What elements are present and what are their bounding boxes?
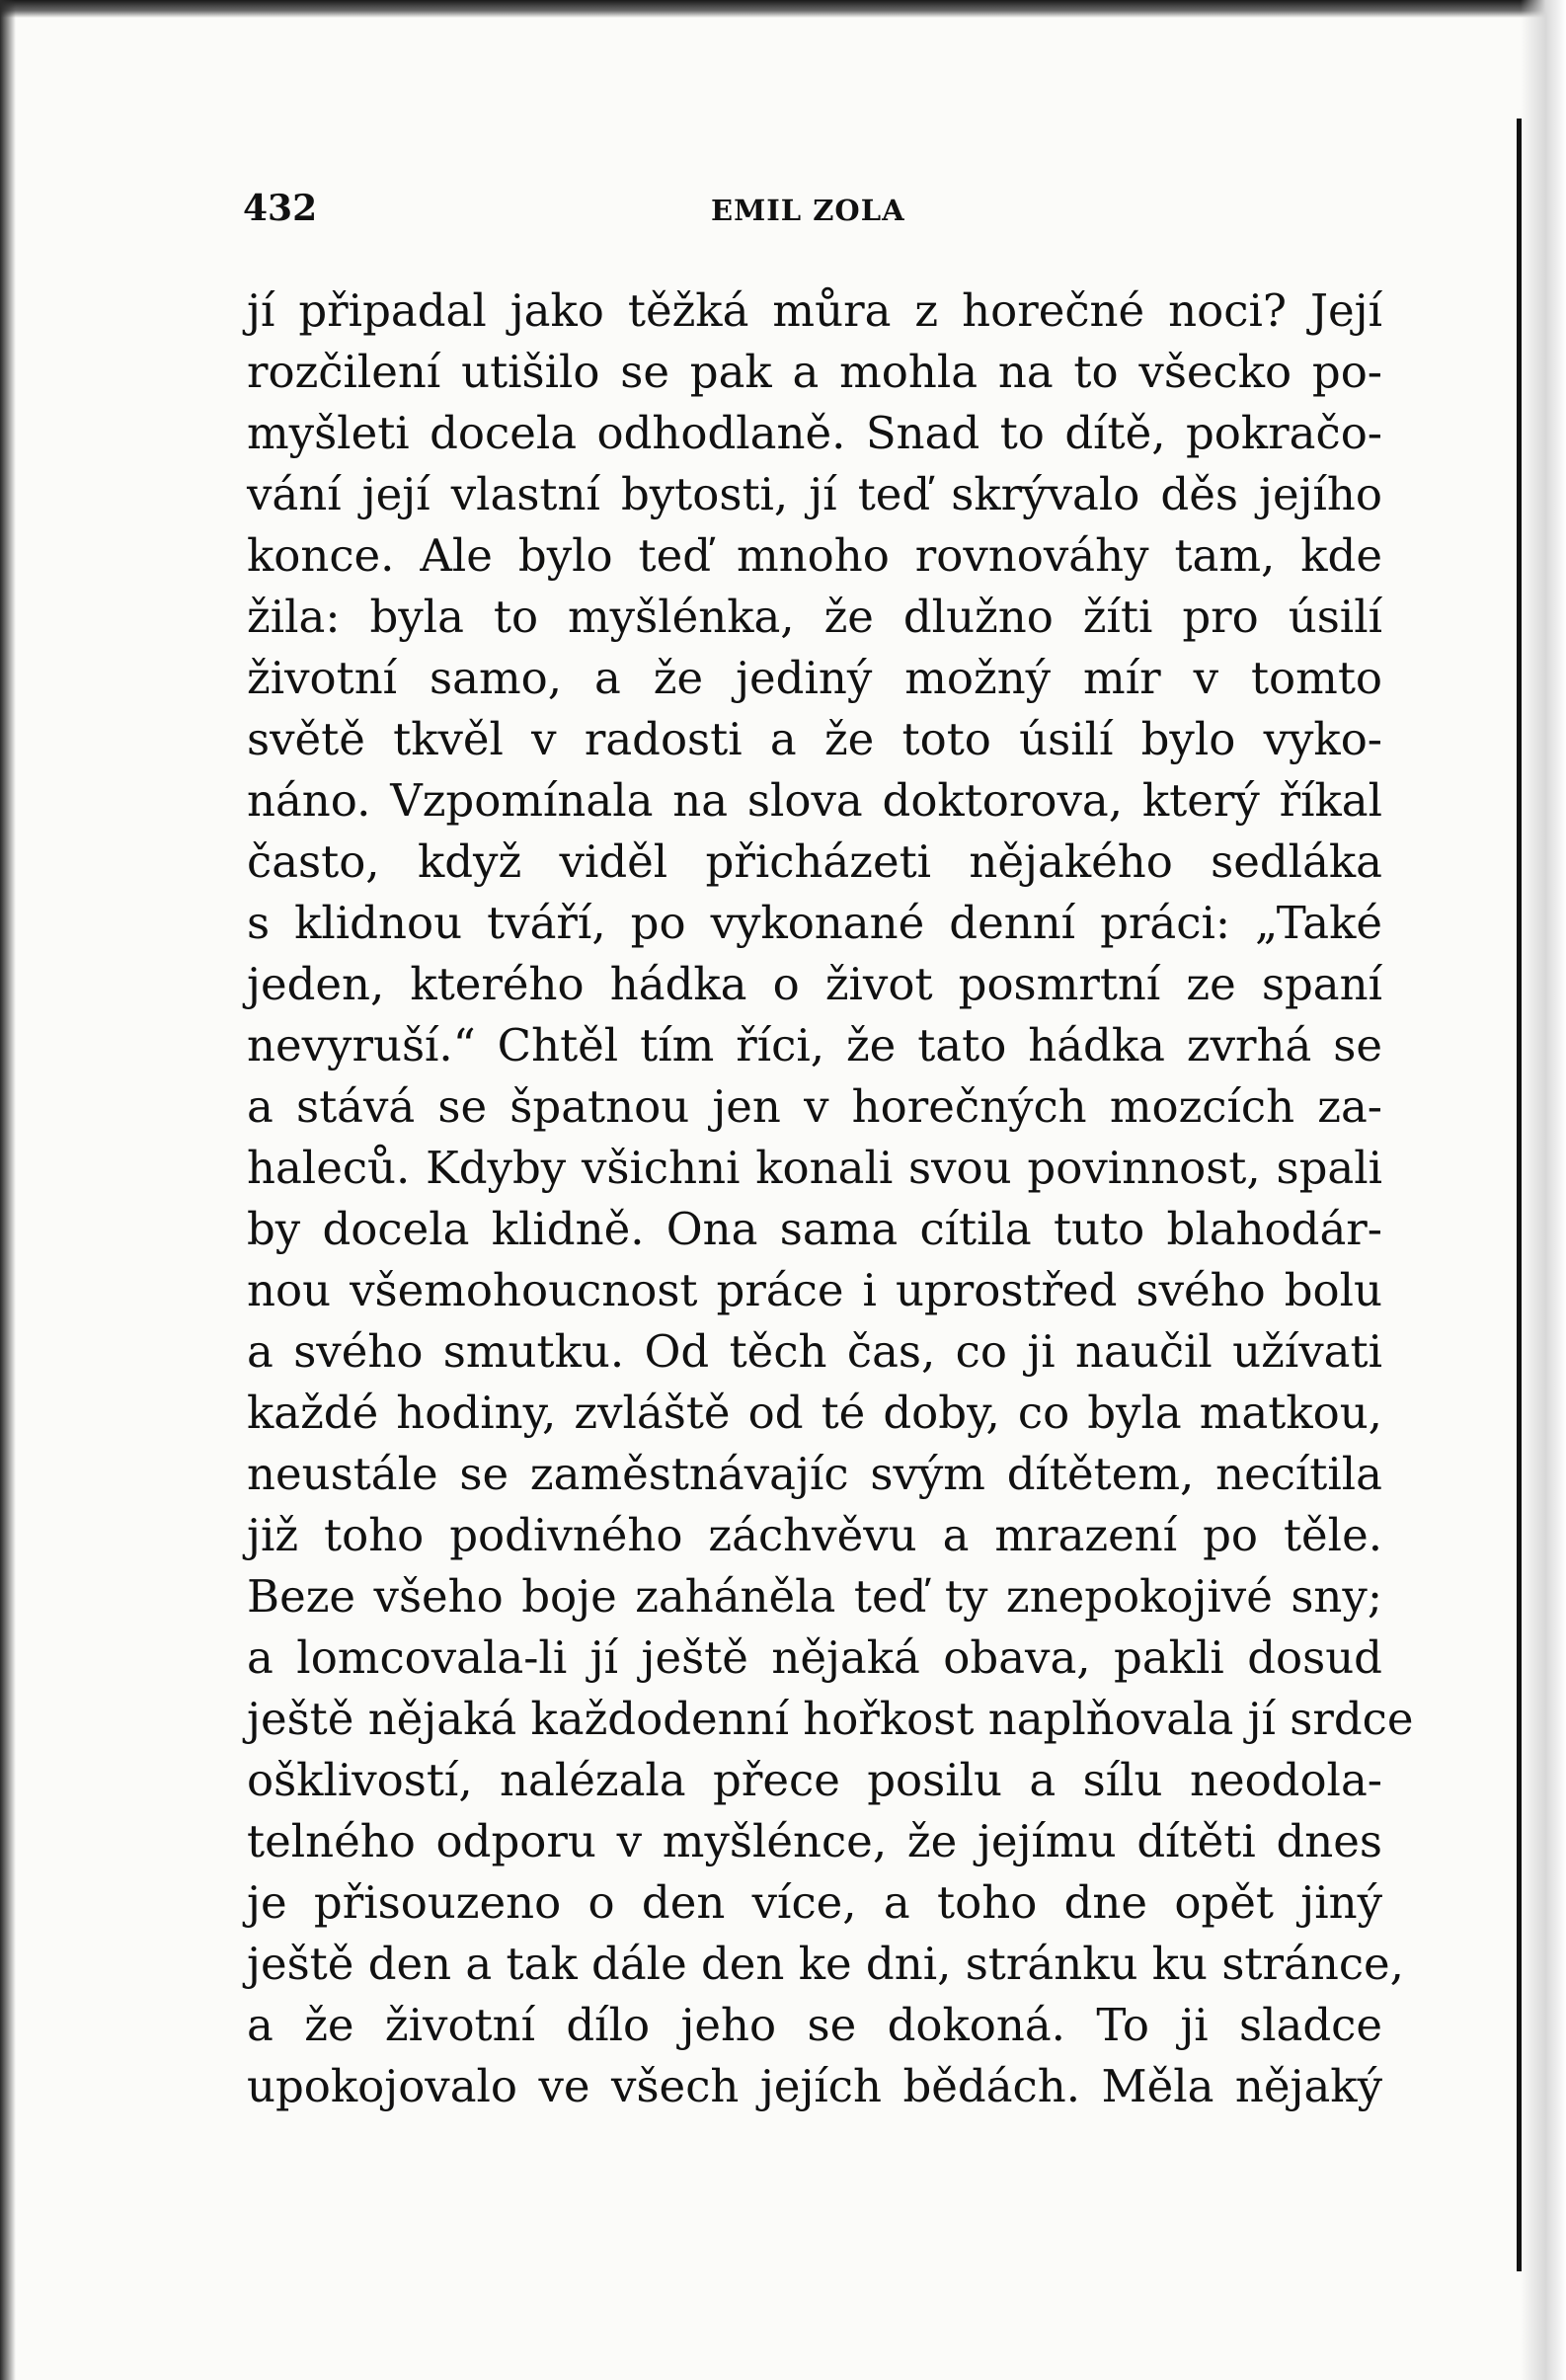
text-line: haleců. Kdyby všichni konali svou povinnost, spali [247, 1142, 1382, 1194]
text-line: upokojovalo ve všech jejích bědách. Měla nějaký [247, 2060, 1382, 2112]
page-edge-line [1517, 119, 1522, 2271]
running-title: EMIL ZOLA [711, 194, 905, 227]
text-line: s klidnou tváří, po vykonané denní práci: „Také [247, 897, 1382, 949]
text-line: a svého smutku. Od těch čas, co ji naučil užívati [247, 1325, 1382, 1378]
text-line: ošklivostí, nalézala přece posilu a sílu neodola- [247, 1754, 1382, 1806]
text-line: neustále se zaměstnávajíc svým dítětem, necítila [247, 1448, 1382, 1500]
text-line: a lomcovala-li jí ještě nějaká obava, pakli dosud [247, 1631, 1382, 1684]
text-line: náno. Vzpomínala na slova doktorova, který říkal [247, 774, 1382, 827]
text-line: by docela klidně. Ona sama cítila tuto blahodár- [247, 1203, 1382, 1255]
text-line: Beze všeho boje zaháněla teď ty znepokojivé sny; [247, 1570, 1382, 1623]
text-line: světě tkvěl v radosti a že toto úsilí bylo vyko- [247, 713, 1382, 765]
scan-edge-left [0, 0, 16, 2380]
body-text [247, 280, 1414, 2117]
text-line: ještě den a tak dále den ke dni, stránku ku stránce, [247, 1938, 1404, 1990]
text-line: životní samo, a že jediný možný mír v tomto [247, 652, 1382, 704]
page-number: 432 [243, 188, 318, 229]
text-line: konce. Ale bylo teď mnoho rovnováhy tam, kde [247, 529, 1382, 582]
text-line: každé hodiny, zvláště od té doby, co byla matkou, [247, 1387, 1382, 1439]
text-line: žila: byla to myšlénka, že dlužno žíti pro úsilí [247, 591, 1382, 643]
text-line: je přisouzeno o den více, a toho dne opět jiný [247, 1876, 1382, 1929]
text-line: rozčilení utišilo se pak a mohla na to všecko po- [247, 346, 1382, 398]
scan-edge-right [1521, 0, 1566, 2380]
text-line: a že životní dílo jeho se dokoná. To ji sladce [247, 1999, 1382, 2051]
text-line: vání její vlastní bytosti, jí teď skrývalo děs jejího [247, 468, 1382, 520]
text-line: a stává se špatnou jen v horečných mozcích za- [247, 1080, 1382, 1133]
text-line: nou všemohoucnost práce i uprostřed svého bolu [247, 1264, 1382, 1316]
scan-edge-top [0, 0, 1566, 18]
text-line: ještě nějaká každodenní hořkost naplňovala jí srdce [247, 1693, 1414, 1745]
text-line: myšleti docela odhodlaně. Snad to dítě, pokračo- [247, 407, 1382, 459]
text-line: často, když viděl přicházeti nějakého sedláka [247, 835, 1382, 888]
text-line: již toho podivného záchvěvu a mrazení po těle. [247, 1509, 1382, 1561]
text-line: jeden, kterého hádka o život posmrtní ze spaní [247, 958, 1382, 1010]
text-line: nevyruší.“ Chtěl tím říci, že tato hádka zvrhá se [247, 1019, 1382, 1071]
text-line: jí připadal jako těžká můra z horečné noci? Její [247, 284, 1382, 337]
text-line: telného odporu v myšlénce, že jejímu dítěti dnes [247, 1815, 1382, 1867]
